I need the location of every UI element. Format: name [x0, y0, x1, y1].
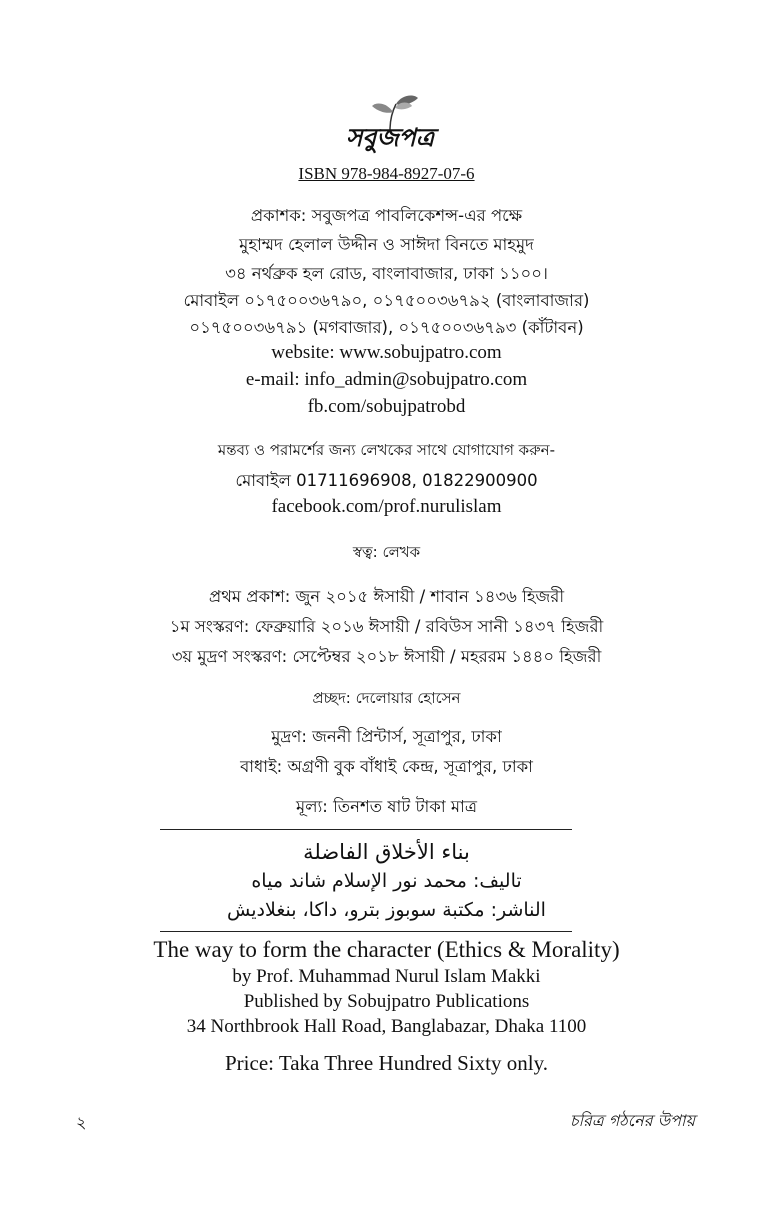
- author-mobile: মোবাইল 01711696908, 01822900900: [235, 471, 538, 490]
- publisher-email: e-mail: info_admin@sobujpatro.com: [245, 369, 528, 390]
- publisher-line: প্রকাশক: সবুজপত্র পাবলিকেশন্স-এর পক্ষে: [250, 206, 523, 225]
- english-price: Price: Taka Three Hundred Sixty only.: [225, 1051, 548, 1075]
- binder: বাধাই: অগ্রণী বুক বাঁধাই কেন্দ্র, সূত্রাপুর, ঢাকা: [240, 757, 533, 776]
- edition-third: ৩য় মুদ্রণ সংস্করণ: সেপ্টেম্বর ২০১৮ ঈসায়ী / মহররম ১৪৪০ হিজরী: [171, 647, 602, 666]
- edition-second: ১ম সংস্করণ: ফেব্রুয়ারি ২০১৬ ঈসায়ী / রবিউস সানী ১৪৩৭ হিজরী: [169, 617, 604, 636]
- arabic-author: تاليف: محمد نور الإسلام شاند مياه: [251, 870, 522, 892]
- arabic-publisher: الناشر: مكتبة سوبوز بترو، داكا، بنغلاديش: [227, 899, 546, 921]
- publisher-address: ৩৪ নর্থব্রুক হল রোড, বাংলাবাজার, ঢাকা ১১০০।: [225, 264, 548, 283]
- english-author: by Prof. Muhammad Nurul Islam Makki: [232, 966, 541, 987]
- publisher-logo: [340, 92, 440, 156]
- running-head: চরিত্র গঠনের উপায়: [569, 1111, 695, 1130]
- english-address: 34 Northbrook Hall Road, Banglabazar, Dhaka 1100: [186, 1016, 587, 1037]
- author-facebook: facebook.com/prof.nurulislam: [271, 496, 502, 517]
- divider-top: [160, 829, 572, 830]
- copyright: স্বত্ব: লেখক: [352, 543, 421, 561]
- logo-wordmark: সবুজপত্র: [345, 123, 435, 152]
- author-contact-note: মন্তব্য ও পরামর্শের জন্য লেখকের সাথে যোগাযোগ করুন-: [217, 441, 556, 459]
- page-number: ২: [76, 1113, 87, 1132]
- publisher-website: website: www.sobujpatro.com: [271, 342, 502, 363]
- english-publisher: Published by Sobujpatro Publications: [243, 991, 530, 1012]
- publisher-mobile-2: ০১৭৫০০৩৬৭৯১ (মগবাজার), ০১৭৫০০৩৬৭৯৩ (কাঁটাবন): [189, 318, 584, 337]
- divider-bottom: [160, 931, 572, 932]
- publisher-facebook: fb.com/sobujpatrobd: [307, 396, 466, 417]
- cover-designer: প্রচ্ছদ: দেলোয়ার হোসেন: [312, 689, 461, 707]
- isbn: ISBN 978-984-8927-07-6: [298, 164, 475, 183]
- publisher-names: মুহাম্মদ হেলাল উদ্দীন ও সাঈদা বিনতে মাহমুদ: [239, 235, 534, 254]
- publisher-mobile: মোবাইল ০১৭৫০০৩৬৭৯০, ০১৭৫০০৩৬৭৯২ (বাংলাবাজার): [183, 291, 590, 310]
- price-bengali: মূল্য: তিনশত ষাট টাকা মাত্র: [296, 797, 477, 816]
- english-title: The way to form the character (Ethics & Morality): [153, 937, 620, 962]
- edition-first: প্রথম প্রকাশ: জুন ২০১৫ ঈসায়ী / শাবান ১৪৩৬ হিজরী: [208, 587, 565, 606]
- printer: মুদ্রণ: জননী প্রিন্টার্স, সূত্রাপুর, ঢাকা: [271, 727, 502, 746]
- arabic-title: بناء الأخلاق الفاضلة: [303, 840, 470, 864]
